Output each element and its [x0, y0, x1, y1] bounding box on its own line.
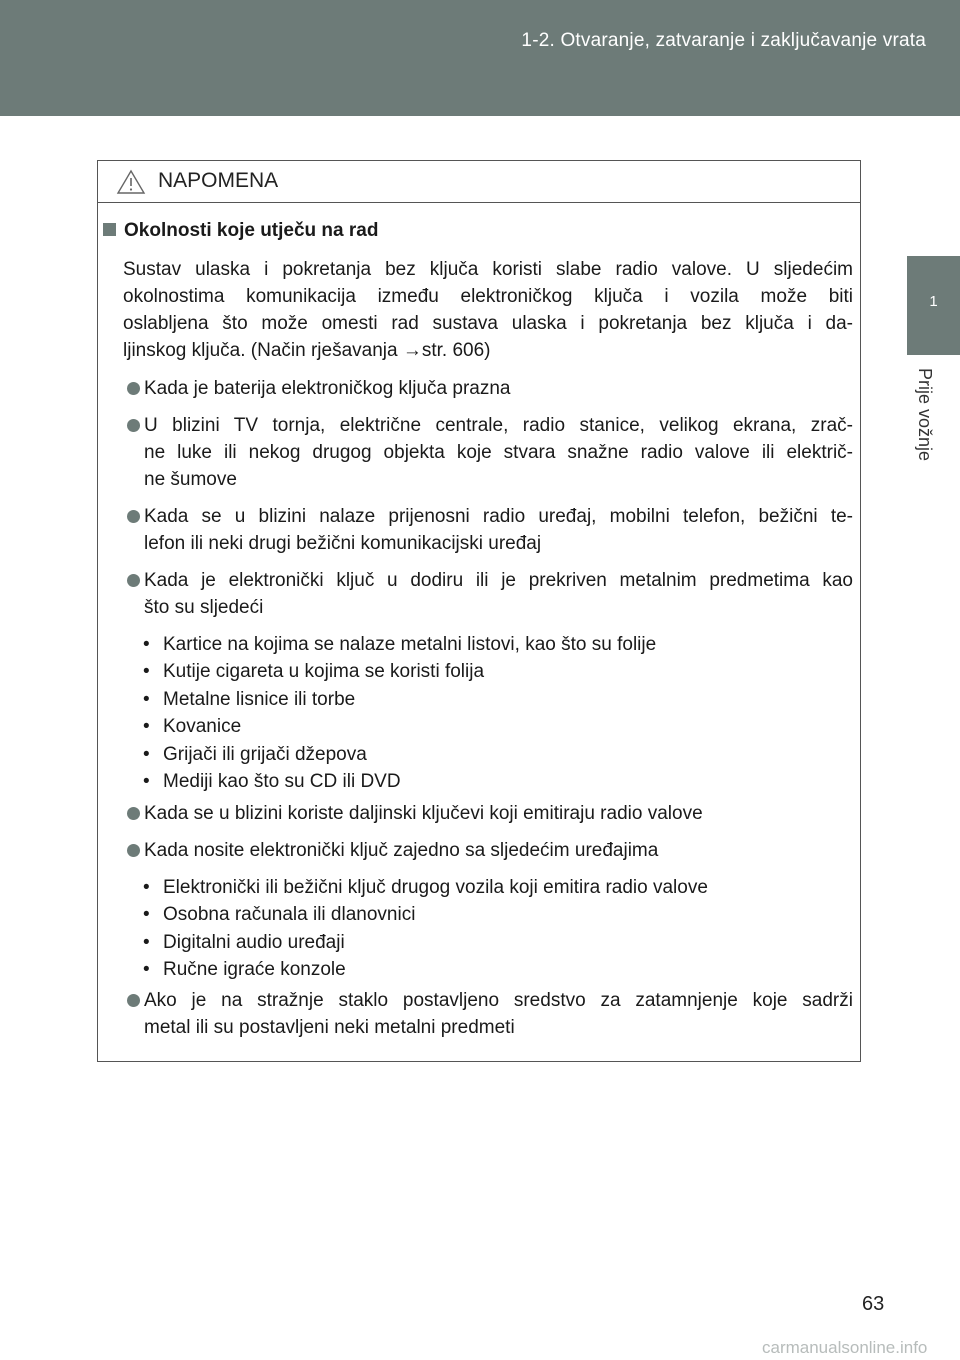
square-bullet-icon — [103, 223, 116, 236]
sub-list-devices — [143, 874, 708, 984]
round-bullet-icon — [127, 844, 140, 857]
list-item: U blizini TV tornja, električne centrale, radio stanice, velikog ekrana, zrač- ne luke ili nekog drugog objekta koje stvara snažne radio valove ili električ- ne šumove — [123, 412, 853, 493]
sub-list-item: • Kutije cigareta u kojima se koristi folija — [143, 658, 656, 685]
sub-list-item: • Elektronički ili bežični ključ drugog vozila koji emitira radio valove — [143, 874, 708, 901]
sub-list-item: • Metalne lisnice ili torbe — [143, 686, 656, 713]
list-item: Kada se u blizini koriste daljinski ključevi koji emitiraju radio valove — [123, 800, 853, 827]
sub-list-metal — [143, 631, 656, 795]
chapter-tab[interactable] — [907, 256, 960, 355]
list-item: Kada nosite elektronički ključ zajedno sa sljedećim uređajima — [123, 837, 853, 864]
header-band — [0, 0, 960, 116]
list-item: Kada je elektronički ključ u dodiru ili je prekriven metalnim predmetima kao što su sljedeći — [123, 567, 853, 621]
note-box — [97, 160, 861, 1062]
warning-triangle-icon — [116, 169, 146, 200]
round-bullet-icon — [127, 419, 140, 432]
sub-list-item: • Grijači ili grijači džepova — [143, 741, 656, 768]
section-title: 1-2. Otvaranje, zatvaranje i zaključavanje vrata — [521, 30, 926, 51]
chapter-label: Prije vožnje — [915, 368, 935, 462]
sub-list-item: • Osobna računala ili dlanovnici — [143, 901, 708, 928]
round-bullet-icon — [127, 510, 140, 523]
page-number: 63 — [862, 1293, 885, 1315]
watermark[interactable]: carmanualsonline.info — [762, 1338, 928, 1357]
note-header — [98, 161, 860, 203]
sub-list-item: • Digitalni audio uređaji — [143, 929, 708, 956]
round-bullet-icon — [127, 382, 140, 395]
sub-list-item: • Kovanice — [143, 713, 656, 740]
list-item: Kada se u blizini nalaze prijenosni radio uređaj, mobilni telefon, bežični te- lefon ili neki drugi bežični komunikacijski uređaj — [123, 503, 853, 557]
sub-list-item: • Kartice na kojima se nalaze metalni listovi, kao što su folije — [143, 631, 656, 658]
round-bullet-icon — [127, 574, 140, 587]
list-item: Kada je baterija elektroničkog ključa prazna — [123, 375, 853, 402]
sub-list-item: • Ručne igraće konzole — [143, 956, 708, 983]
round-bullet-icon — [127, 807, 140, 820]
intro-paragraph: Sustav ulaska i pokretanja bez ključa koristi slabe radio valove. U sljedećim okolnostima komunikacija između elektroničkog ključa i vozila može biti oslabljena što može omesti rad sustava ulaska i pokretanja bez ključa i da- ljinskog ključa. (Način rješavanja →str. 606) — [123, 259, 853, 361]
list-item: Ako je na stražnje staklo postavljeno sredstvo za zatamnjenje koje sadrži metal ili su postavljeni neki metalni predmeti — [123, 987, 853, 1041]
subsection-title: Okolnosti koje utječu na rad — [103, 220, 378, 242]
round-bullet-icon — [127, 994, 140, 1007]
sub-list-item: • Mediji kao što su CD ili DVD — [143, 768, 656, 795]
chapter-number: 1 — [929, 293, 938, 310]
note-title: NAPOMENA — [158, 169, 279, 192]
